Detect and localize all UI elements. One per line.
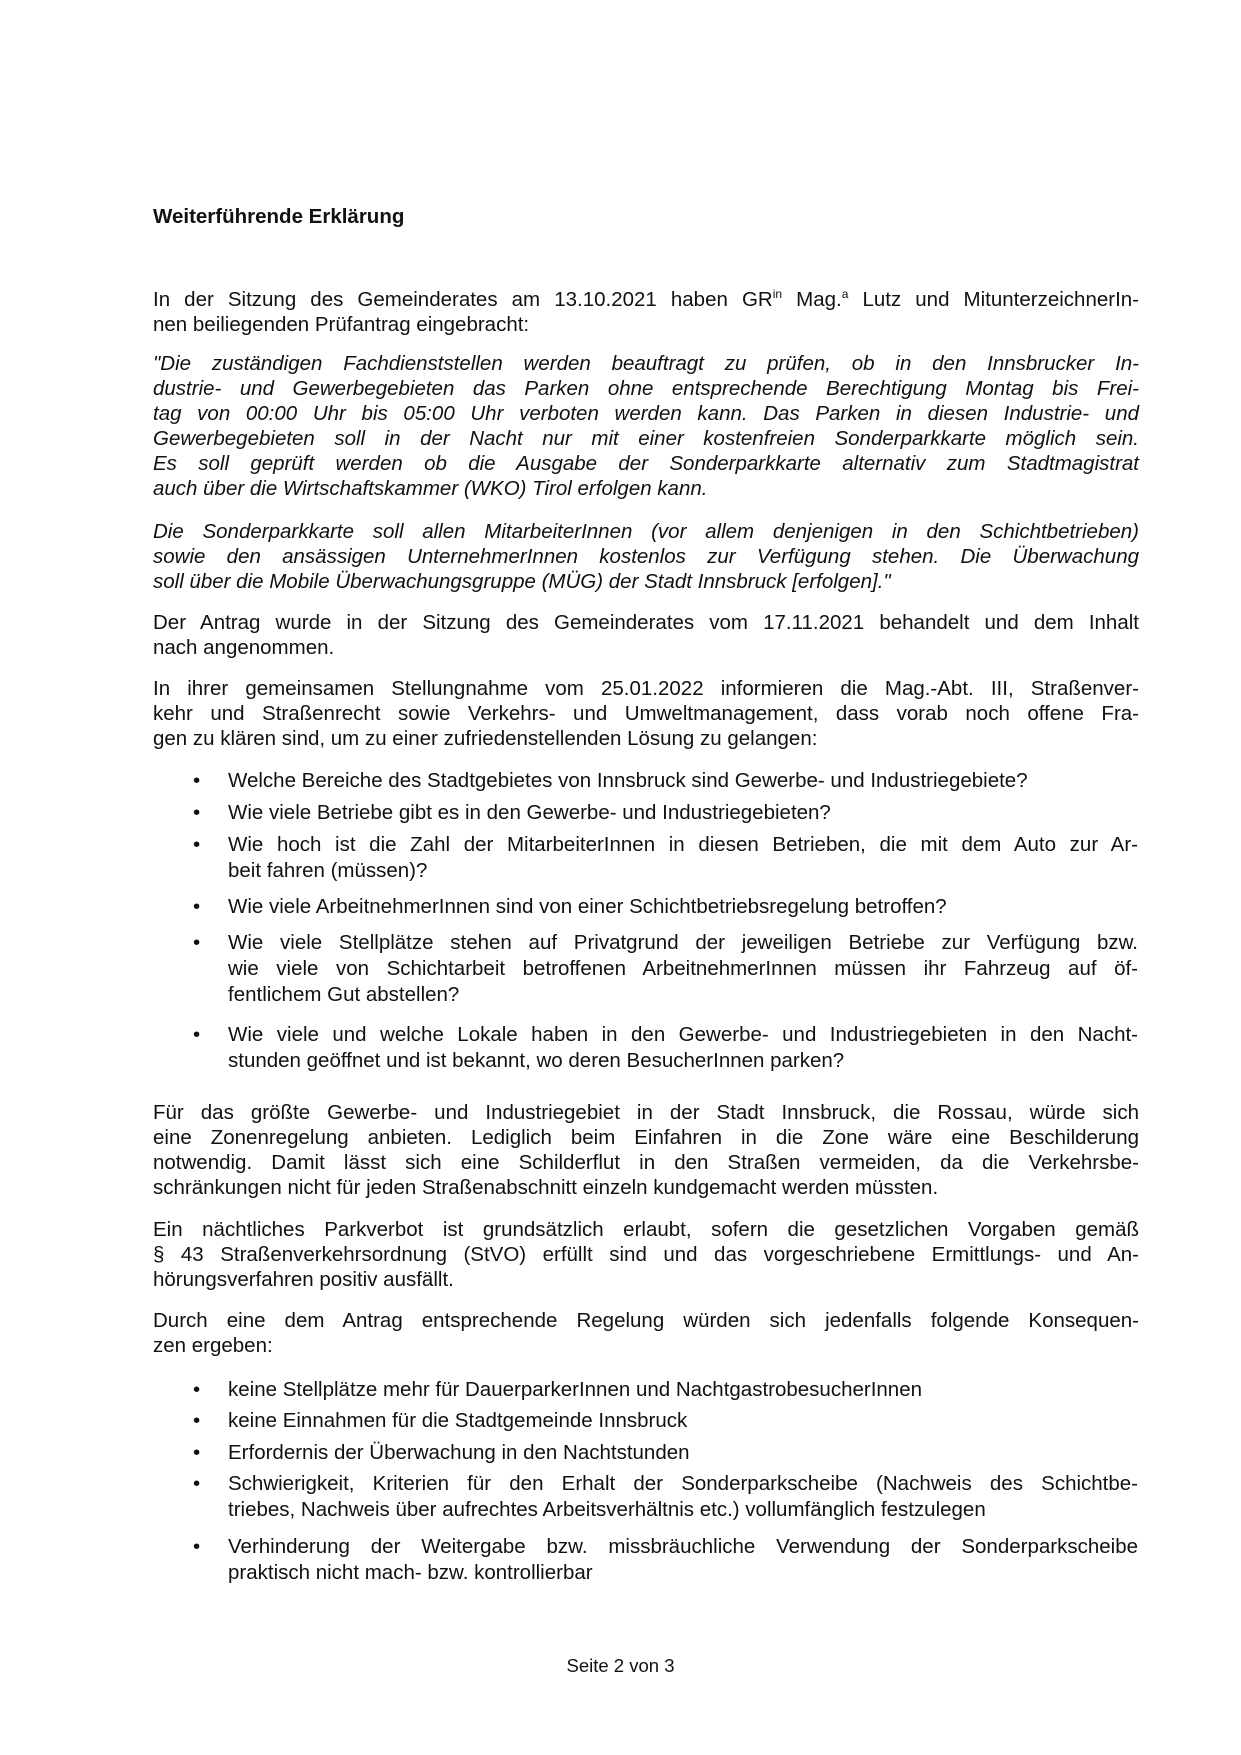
bullet-icon: • [193, 1409, 201, 1432]
text-line: sowie den ansässigen UnternehmerInnen kostenlos zur Verfügung stehen. Die Überwachung [153, 545, 1139, 568]
text-line: zen ergeben: [153, 1334, 273, 1357]
list-item-text [228, 768, 1138, 794]
quote-paragraph-1 [153, 351, 1139, 501]
text-line: Der Antrag wurde in der Sitzung des Gemeinderates vom 17.11.2021 behandelt und dem Inhalt [153, 611, 1139, 634]
text-line: Gewerbegebieten soll in der Nacht nur mit einer kostenfreien Sonderparkkarte möglich sein. [153, 427, 1139, 450]
bullet-icon: • [193, 931, 201, 954]
bullet-icon: • [193, 801, 201, 824]
text-line: Schwierigkeit, Kriterien für den Erhalt der Sonderparkscheibe (Nachweis des Schichtbe- [228, 1472, 1138, 1495]
bullet-icon: • [193, 833, 201, 856]
konsequenzen-paragraph [153, 1308, 1139, 1358]
text-line: gen zu klären sind, um zu einer zufriedenstellenden Lösung zu gelangen: [153, 727, 818, 750]
quote-paragraph-2 [153, 519, 1139, 594]
text-line: fentlichem Gut abstellen? [228, 983, 460, 1006]
list-item-text [228, 894, 1138, 920]
text-line: keine Stellplätze mehr für DauerparkerInnen und NachtgastrobesucherInnen [228, 1378, 922, 1401]
antrag-paragraph [153, 610, 1139, 660]
intro-paragraph [153, 287, 1139, 337]
text-line: notwendig. Damit lässt sich eine Schilderflut in den Straßen vermeiden, da die Verkehrsbe- [153, 1151, 1139, 1174]
rossau-paragraph [153, 1100, 1139, 1200]
list-item-text [228, 1022, 1138, 1074]
bullet-icon: • [193, 895, 201, 918]
intro-line-1: In der Sitzung des Gemeinderates am 13.10.2021 haben $GR^{in}$ Mag.$^a$ Lutz und MitunterzeichnerIn- [153, 287, 1140, 311]
list-item-text [228, 1408, 1138, 1434]
text-line: soll über die Mobile Überwachungsgruppe (MÜG) der Stadt Innsbruck [erfolgen]." [153, 570, 891, 593]
list-item-text [228, 930, 1138, 1008]
text-line: Verhinderung der Weitergabe bzw. missbräuchliche Verwendung der Sonderparkscheibe [228, 1535, 1138, 1558]
bullet-icon: • [193, 1472, 201, 1495]
text-line: hörungsverfahren positiv ausfällt. [153, 1268, 454, 1291]
text-line: dustrie- und Gewerbegebieten das Parken ohne entsprechende Berechtigung Montag bis Frei- [153, 377, 1139, 400]
list-item-text [228, 832, 1138, 884]
text-line: Erfordernis der Überwachung in den Nachtstunden [228, 1441, 690, 1464]
section-heading: Weiterführende Erklärung [153, 205, 405, 228]
text-line: Durch eine dem Antrag entsprechende Regelung würden sich jedenfalls folgende Konsequen- [153, 1309, 1139, 1332]
text-line: Wie viele Stellplätze stehen auf Privatgrund der jeweiligen Betriebe zur Verfügung bzw. [228, 931, 1138, 954]
text-line: Wie viele und welche Lokale haben in den Gewerbe- und Industriegebieten in den Nacht- [228, 1023, 1138, 1046]
parkverbot-paragraph [153, 1217, 1139, 1292]
text-line: nach angenommen. [153, 636, 335, 659]
list-item-text [228, 1471, 1138, 1523]
text-line: beit fahren (müssen)? [228, 859, 428, 882]
text-line: keine Einnahmen für die Stadtgemeinde Innsbruck [228, 1409, 688, 1432]
list-item-text [228, 1534, 1138, 1586]
text-line: tag von 00:00 Uhr bis 05:00 Uhr verboten werden kann. Das Parken in diesen Industrie- und [153, 402, 1139, 425]
text-line: Die Sonderparkkarte soll allen MitarbeiterInnen (vor allem denjenigen in den Schichtbetrieben) [153, 520, 1139, 543]
text-line: praktisch nicht mach- bzw. kontrollierbar [228, 1561, 593, 1584]
text-line: Welche Bereiche des Stadtgebietes von Innsbruck sind Gewerbe- und Industriegebiete? [228, 769, 1028, 792]
text-line: In ihrer gemeinsamen Stellungnahme vom 25.01.2022 informieren die Mag.-Abt. III, Straßenver- [153, 677, 1139, 700]
text-line: "Die zuständigen Fachdienststellen werden beauftragt zu prüfen, ob in den Innsbrucker In- [153, 352, 1139, 375]
text-line: triebes, Nachweis über aufrechtes Arbeitsverhältnis etc.) vollumfänglich festzulegen [228, 1498, 986, 1521]
text-line: wie viele von Schichtarbeit betroffenen ArbeitnehmerInnen müssen ihr Fahrzeug auf öf- [228, 957, 1138, 980]
text-line: kehr und Straßenrecht sowie Verkehrs- und Umweltmanagement, dass vorab noch offene Fra- [153, 702, 1139, 725]
list-item-text [228, 1377, 1138, 1403]
bullet-icon: • [193, 1441, 201, 1464]
stellungnahme-paragraph [153, 676, 1139, 751]
text-line: Ein nächtliches Parkverbot ist grundsätzlich erlaubt, sofern die gesetzlichen Vorgaben gemäß [153, 1218, 1139, 1241]
intro-line-2: nen beiliegenden Prüfantrag eingebracht: [153, 313, 530, 336]
bullet-icon: • [193, 1378, 201, 1401]
text-line: eine Zonenregelung anbieten. Lediglich beim Einfahren in die Zone wäre eine Beschilderung [153, 1126, 1139, 1149]
text-line: Für das größte Gewerbe- und Industriegebiet in der Stadt Innsbruck, die Rossau, würde sich [153, 1101, 1139, 1124]
text-line: § 43 Straßenverkehrsordnung (StVO) erfüllt sind und das vorgeschriebene Ermittlungs- und An- [153, 1243, 1139, 1266]
page-number: Seite 2 von 3 [566, 1655, 675, 1676]
text-line: schränkungen nicht für jeden Straßenabschnitt einzeln kundgemacht werden müssten. [153, 1176, 939, 1199]
bullet-icon: • [193, 1535, 201, 1558]
text-line: Es soll geprüft werden ob die Ausgabe der Sonderparkkarte alternativ zum Stadtmagistrat [153, 452, 1139, 475]
text-line: stunden geöffnet und ist bekannt, wo deren BesucherInnen parken? [228, 1049, 845, 1072]
list-item-text [228, 800, 1138, 826]
text-line: auch über die Wirtschaftskammer (WKO) Tirol erfolgen kann. [153, 477, 708, 500]
list-item-text [228, 1440, 1138, 1466]
text-line: Wie hoch ist die Zahl der MitarbeiterInnen in diesen Betrieben, die mit dem Auto zur Ar- [228, 833, 1138, 856]
text-line: Wie viele ArbeitnehmerInnen sind von einer Schichtbetriebsregelung betroffen? [228, 895, 947, 918]
text-line: Wie viele Betriebe gibt es in den Gewerbe- und Industriegebieten? [228, 801, 831, 824]
bullet-icon: • [193, 769, 201, 792]
bullet-icon: • [193, 1023, 201, 1046]
